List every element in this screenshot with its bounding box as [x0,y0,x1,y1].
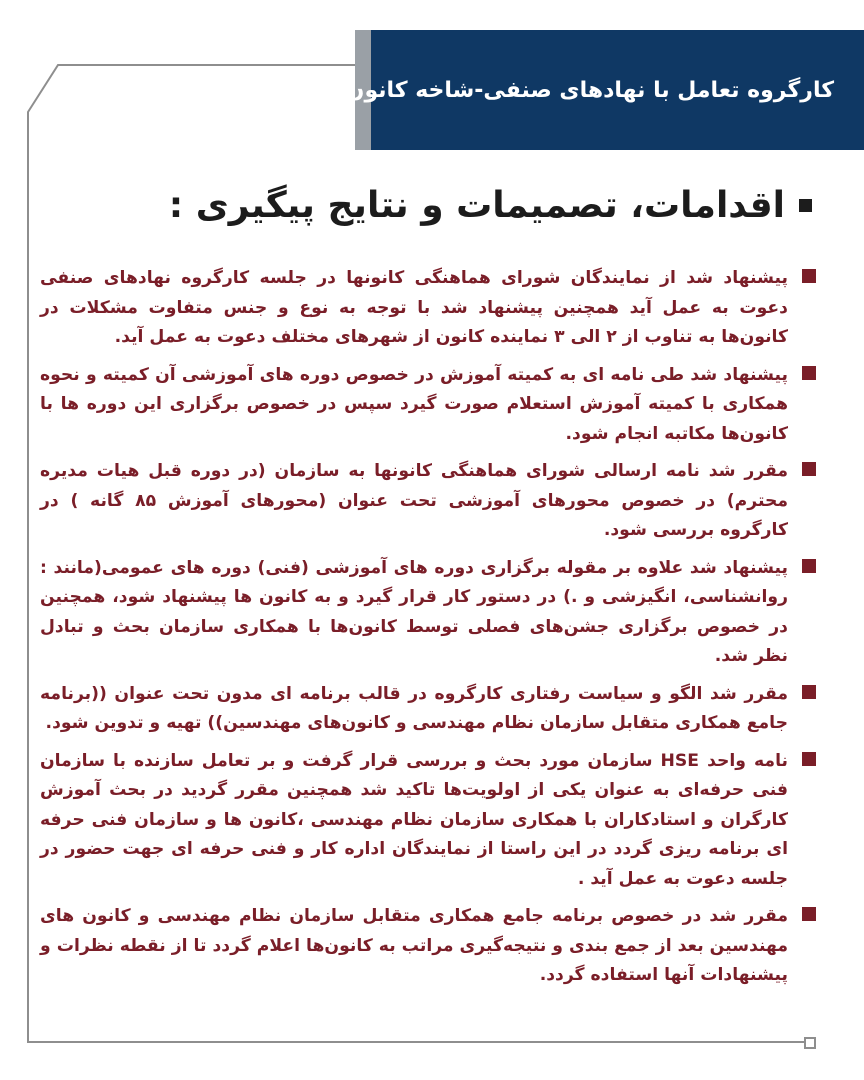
list-item [40,361,816,450]
section-heading [169,185,812,226]
list-item-text: پیشنهاد شد از نمایندگان شورای هماهنگی کانونها در جلسه کارگروه نهادهای صنفی دعوت به عمل آید همچنین پیشنهاد شد با توجه به نوع و جنس متفاوت مشکلات در کانون‌ها به تناوب از ۲ الی ۳ نماینده کانون از شهرهای مختلف دعوت به عمل آید. [40,268,788,347]
header-banner [198,30,864,150]
list-item-text: مقرر شد الگو و سیاست رفتاری کارگروه در قالب برنامه ای مدون تحت عنوان ((برنامه جامع همکاری متقابل سازمان نظام مهندسی و کانون‌های مهندسین)) تهیه و تدوین شود. [40,683,788,733]
list-item-text: نامه واحد HSE سازمان مورد بحث و بررسی قرار گرفت و بر تعامل سازنده با سازمان فنی حرفه‌ای به عنوان یکی از اولویت‌ها تاکید شد همچنین مقرر گردید در بحث آموزش کارگران و استادکاران با همکاری سازمان نظام مهندسی ،کانون ها و سازمان فنی حرفه ای برنامه ریزی گردد در این راستا از نمایندگان اداره کار و فنی حرفه ای جهت حضور در جلسه دعوت به عمل آید . [40,750,788,889]
list-item-text: پیشنهاد شد علاوه بر مقوله برگزاری دوره های آموزشی (فنی) دوره های عمومی(مانند : روانشناسی، انگیزشی و .) در دستور کار قرار گیرد و به کانون ها پیشنهاد شود، همچنین در خصوص برگزاری جشن‌های فصلی توسط کانون‌ها با همکاری سازمان بحث و تبادل نظر شد. [40,557,788,666]
list-item-text: مقرر شد در خصوص برنامه جامع همکاری متقابل سازمان نظام مهندسی و کانون های مهندسین بعد از جمع بندی و نتیجه‌گیری مراتب به کانون‌ها اعلام گردد تا از نقطه نظرات و پیشنهادات آنها استفاده گردد. [40,906,788,985]
list-item [40,264,816,353]
list-item [40,554,816,672]
bullet-square-icon [802,685,816,699]
list-item [40,747,816,895]
bullet-square-icon [802,462,816,476]
list-item [40,457,816,546]
bullet-square-icon [802,907,816,921]
list-item [40,680,816,739]
list-item-text: مقرر شد نامه ارسالی شورای هماهنگی کانونها به سازمان (در دوره قبل هیات مدیره محترم) در خصوص محورهای آموزشی تحت عنوان (محورهای آموزش ۸۵ گانه ) در کارگروه بررسی شود. [40,461,788,540]
bullet-square-icon [802,366,816,380]
section-heading-text: اقدامات، تصمیمات و نتایج پیگیری : [168,185,785,226]
bullet-square-icon [802,269,816,283]
heading-bullet-icon [799,199,812,212]
header-title: کارگروه تعامل با نهادهای صنفی-شاخه کانون ها و سمن ها [198,77,834,103]
corner-square-icon [804,1037,816,1049]
decisions-list [40,264,816,999]
bullet-square-icon [802,752,816,766]
list-item-text: پیشنهاد شد طی نامه ای به کمیته آموزش در خصوص دوره های آموزشی آن کمیته و نحوه همکاری با کمیته آموزش استعلام صورت گیرد سپس در خصوص برگزاری این دوره ها با کانون‌ها مکاتبه انجام شود. [40,364,788,444]
list-item [40,902,816,991]
bullet-square-icon [802,559,816,573]
